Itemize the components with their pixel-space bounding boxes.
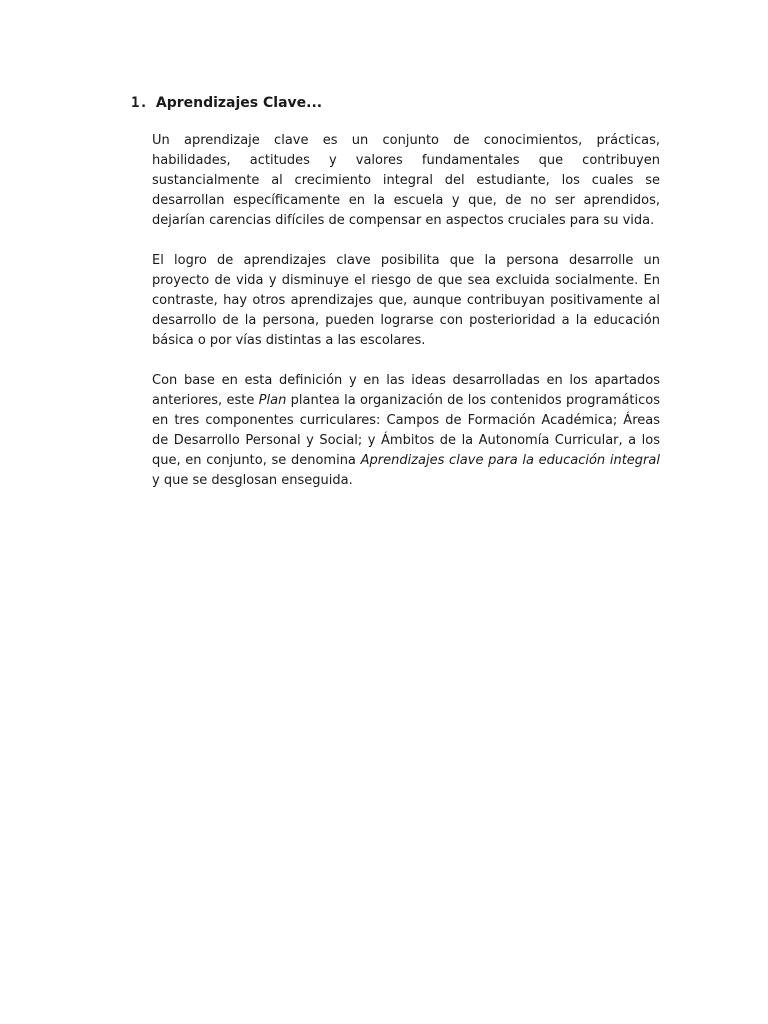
paragraph-achievement: El logro de aprendizajes clave posibilita que la persona desarrolle un proyecto de vida y disminuye el riesgo de que sea excluida socialmente. En contraste, hay otros aprendizajes que, aunque contribuyan positivamente al desarrollo de la persona, pueden lograrse con posterioridad a la educación básica o por vías distintas a las escolares. [152,253,660,348]
paragraph-components-part1: Con base en esta definición y en las ideas desarrolladas en los apartados anteriores, este [152,373,660,408]
paragraph-components-part3: y que se desglosan enseguida. [152,473,353,488]
paragraph-definition: Un aprendizaje clave es un conjunto de conocimientos, prácticas, habilidades, actitudes y valores fundamentales que contribuyen sustancialmente al crecimiento integral del estudiante, los cuales se desarrollan específicamente en la escuela y que, de no ser aprendidos, dejarían carencias difíciles de compensar en aspectos cruciales para su vida. [152,133,660,228]
section-number: 1. [131,95,148,111]
section-heading [131,93,322,113]
paragraph-components-part2: plantea la organización de los contenidos programáticos en tres componentes curriculares: Campos de Formación Académica; Áreas de Desarrollo Personal y Social; y Ámbitos de la Autonomía Curricular, a los que, en conjunto, se denomina [152,393,660,468]
plan-emphasis: Plan [258,393,287,408]
key-learning-emphasis: Aprendizajes clave para la educación integral [360,453,660,468]
section-title: Aprendizajes Clave... [155,95,323,111]
paragraph-components [152,371,660,491]
